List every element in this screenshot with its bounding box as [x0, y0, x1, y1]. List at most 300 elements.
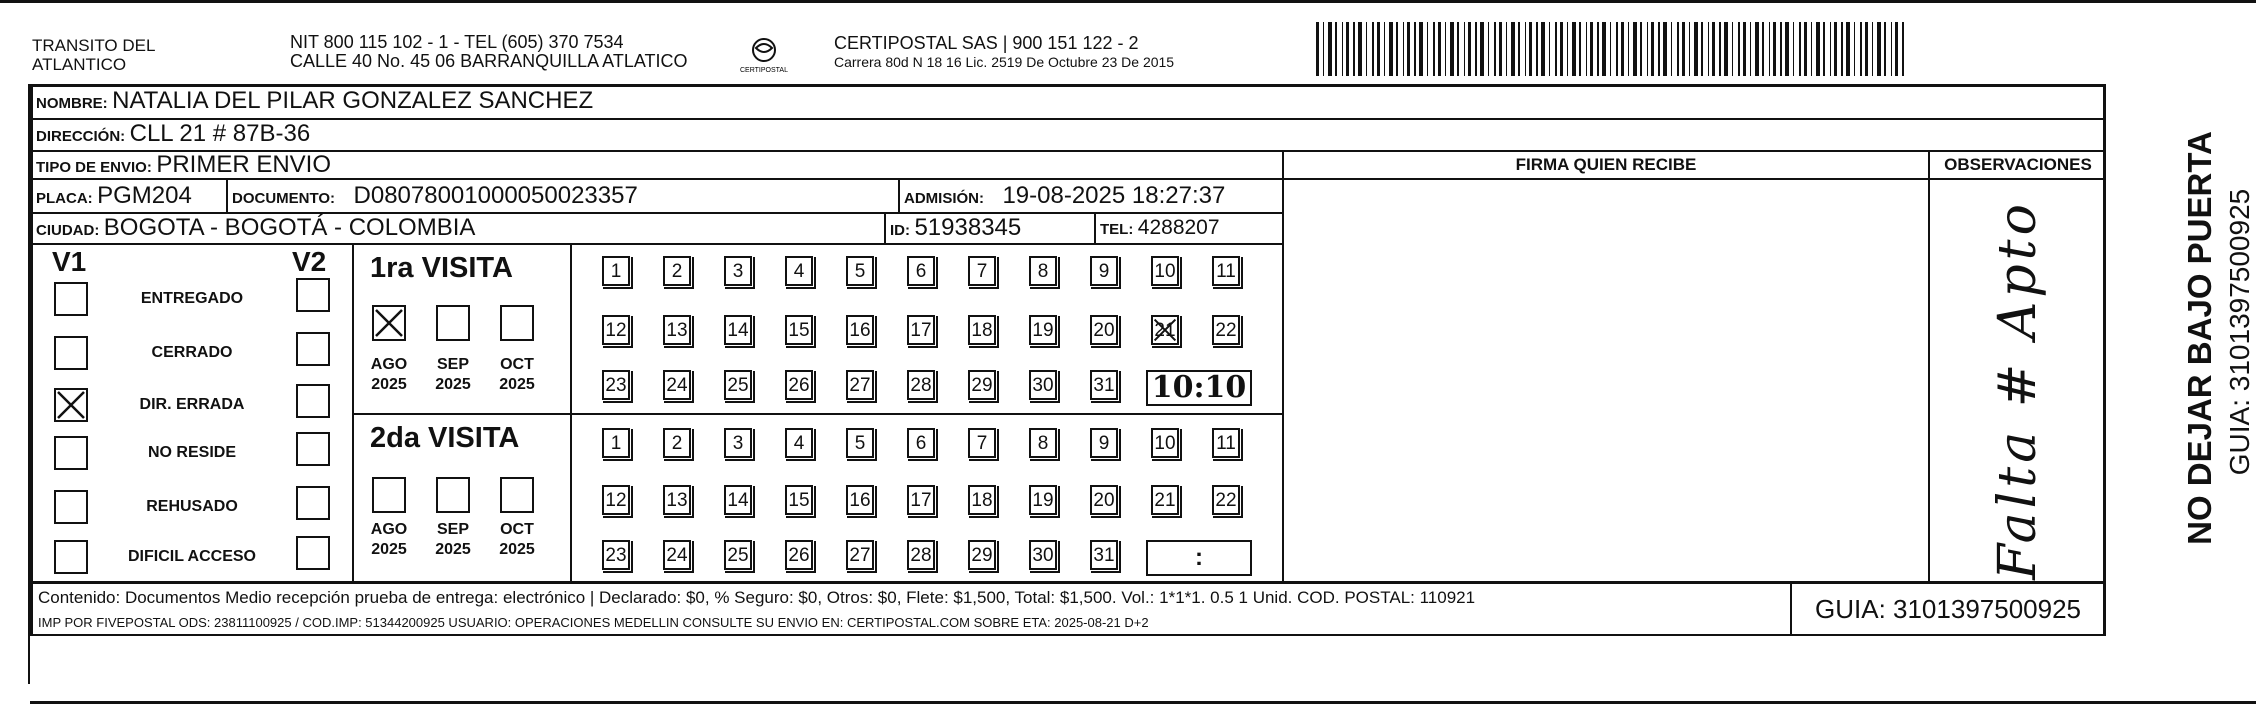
status-label: NO RESIDE — [147, 444, 236, 461]
month-name: SEP — [436, 356, 469, 373]
barcode-bar — [1494, 22, 1496, 76]
day-box[interactable] — [602, 428, 630, 458]
documento-label: DOCUMENTO: — [232, 190, 336, 207]
day-number: 20 — [1093, 490, 1115, 511]
day-box[interactable] — [968, 256, 996, 286]
day-number: 17 — [910, 490, 932, 511]
day-number: 3 — [732, 261, 744, 282]
admision-label: ADMISIÓN: — [904, 190, 984, 207]
day-number: 1 — [610, 433, 622, 454]
barcode-bar — [1372, 22, 1374, 76]
day-box[interactable] — [724, 256, 752, 286]
day-number: 5 — [854, 433, 866, 454]
day-box[interactable] — [602, 370, 630, 400]
day-box[interactable] — [1090, 428, 1118, 458]
barcode-bar — [1549, 22, 1550, 76]
barcode-bar — [1658, 22, 1660, 76]
day-number: 21 — [1154, 320, 1176, 341]
org-line-2: ATLANTICO — [32, 55, 127, 74]
barcode-bar — [1541, 22, 1545, 76]
day-box[interactable] — [846, 428, 874, 458]
barcode-bar — [1846, 22, 1850, 76]
day-box[interactable] — [724, 370, 752, 400]
day-number: 9 — [1098, 433, 1110, 454]
day-box[interactable] — [1151, 256, 1179, 286]
day-box[interactable] — [907, 485, 935, 515]
day-number: 27 — [849, 545, 871, 566]
barcode-bar — [1579, 22, 1581, 76]
admision-field — [904, 181, 1225, 214]
day-number: 14 — [727, 490, 749, 511]
day-box[interactable] — [1029, 540, 1057, 570]
month-checkbox[interactable] — [372, 477, 406, 513]
id-value: 51938345 — [914, 214, 1022, 241]
col-line-status — [352, 243, 354, 581]
day-number: 24 — [666, 545, 688, 566]
day-number: 7 — [976, 433, 988, 454]
tel-label: TEL: — [1100, 221, 1134, 238]
day-box[interactable] — [846, 540, 874, 570]
day-box[interactable] — [785, 256, 813, 286]
day-number: 15 — [788, 320, 810, 341]
barcode-bar — [1389, 22, 1393, 76]
day-number: 5 — [854, 261, 866, 282]
month-year: 2025 — [499, 376, 535, 393]
day-box[interactable] — [663, 370, 691, 400]
v1-checkbox[interactable] — [54, 490, 88, 524]
barcode-bar — [1647, 22, 1648, 76]
month-label — [363, 520, 415, 560]
month-label — [363, 355, 415, 395]
day-number: 2 — [671, 261, 683, 282]
month-name: AGO — [370, 521, 408, 538]
row-line-visits — [352, 413, 1282, 415]
day-box[interactable] — [1151, 485, 1179, 515]
day-box[interactable] — [907, 315, 935, 345]
barcode-bar — [1450, 22, 1454, 76]
day-number: 14 — [727, 320, 749, 341]
nombre-field — [36, 86, 593, 119]
row-line-3b — [30, 178, 2106, 180]
month-label — [427, 355, 479, 395]
day-box[interactable] — [846, 256, 874, 286]
barcode-bar — [1902, 22, 1904, 76]
day-number: 26 — [788, 375, 810, 396]
month-year: 2025 — [435, 541, 471, 558]
certipostal-logo — [732, 36, 796, 76]
day-number: 16 — [849, 320, 871, 341]
day-number: 3 — [732, 433, 744, 454]
day-box[interactable] — [1151, 428, 1179, 458]
direccion-field — [36, 119, 310, 152]
day-number: 23 — [605, 375, 627, 396]
nombre-label: NOMBRE: — [36, 95, 108, 112]
barcode-bar — [1841, 22, 1843, 76]
barcode-bar — [1414, 22, 1416, 76]
first-visit-title: 1ra VISITA — [370, 252, 513, 284]
day-box[interactable] — [1029, 370, 1057, 400]
barcode-bar — [1438, 22, 1441, 76]
month-name: SEP — [436, 521, 469, 538]
barcode-bar — [1738, 22, 1740, 76]
v2-checkbox[interactable] — [296, 536, 330, 570]
day-box[interactable] — [968, 315, 996, 345]
barcode-bar — [1719, 22, 1721, 76]
day-number: 25 — [727, 545, 749, 566]
ciudad-value: BOGOTA - BOGOTÁ - COLOMBIA — [103, 214, 476, 241]
day-number: 19 — [1032, 320, 1054, 341]
day-number: 17 — [910, 320, 932, 341]
barcode-bar — [1724, 22, 1728, 76]
day-number: 10 — [1154, 433, 1176, 454]
footer-left-line — [30, 582, 33, 636]
side-warning: NO DEJAR BAJO PUERTA — [2181, 131, 2218, 545]
barcode-bar — [1316, 22, 1319, 76]
barcode-bar — [1755, 22, 1759, 76]
placa-value: PGM204 — [97, 182, 192, 209]
direccion-label: DIRECCIÓN: — [36, 128, 126, 145]
row-line-2b — [30, 150, 2106, 152]
barcode-bar — [1433, 22, 1435, 76]
address-line: CALLE 40 No. 45 06 BARRANQUILLA ATLATICO — [290, 51, 688, 71]
barcode-bar — [1816, 22, 1820, 76]
day-box[interactable] — [907, 540, 935, 570]
month-label — [427, 520, 479, 560]
day-number: 26 — [788, 545, 810, 566]
month-year: 2025 — [499, 541, 535, 558]
day-box[interactable] — [785, 428, 813, 458]
day-number: 18 — [971, 490, 993, 511]
nombre-value: NATALIA DEL PILAR GONZALEZ SANCHEZ — [112, 87, 594, 114]
day-box[interactable] — [1212, 428, 1240, 458]
day-box[interactable] — [968, 485, 996, 515]
day-box[interactable] — [1090, 315, 1118, 345]
barcode-bar — [1621, 22, 1624, 76]
second-visit-title: 2da VISITA — [370, 422, 520, 454]
barcode-bar — [1677, 22, 1679, 76]
barcode-bar — [1651, 22, 1654, 76]
day-box[interactable] — [724, 315, 752, 345]
row-line-footer — [30, 581, 2106, 583]
firma-header: FIRMA QUIEN RECIBE — [1515, 155, 1697, 174]
day-number: 16 — [849, 490, 871, 511]
barcode-bar — [1872, 22, 1873, 76]
v1-checkbox[interactable] — [54, 540, 88, 574]
day-number: 29 — [971, 545, 993, 566]
day-box[interactable] — [724, 485, 752, 515]
barcode-bar — [1590, 22, 1593, 76]
v1-header: V1 — [52, 246, 87, 277]
barcode-bar — [1633, 22, 1637, 76]
day-box[interactable] — [602, 540, 630, 570]
barcode-bar — [1712, 22, 1715, 76]
day-number: 30 — [1032, 545, 1054, 566]
license-line: Carrera 80d N 18 16 Lic. 2519 De Octubre 23 De 2015 — [834, 54, 1175, 70]
day-number: 27 — [849, 375, 871, 396]
col-line-visit-titles — [570, 243, 572, 581]
day-box[interactable] — [1151, 315, 1179, 345]
day-number: 22 — [1215, 320, 1237, 341]
barcode-bar — [1865, 22, 1868, 76]
month-checkbox[interactable] — [500, 477, 534, 513]
barcode-bar — [1529, 22, 1532, 76]
barcode-bar — [1743, 22, 1746, 76]
barcode-bar — [1511, 22, 1515, 76]
v2-header: V2 — [292, 246, 327, 277]
day-box[interactable] — [663, 315, 691, 345]
day-number: 29 — [971, 375, 993, 396]
day-number: 28 — [910, 375, 932, 396]
day-number: 12 — [605, 320, 627, 341]
month-checkbox[interactable] — [372, 305, 406, 341]
month-name: OCT — [500, 356, 534, 373]
day-number: 31 — [1093, 545, 1115, 566]
footer-line-2: IMP POR FIVEPOSTAL ODS: 23811100925 / COD.IMP: 51344200925 USUARIO: OPERACIONES MEDELLIN CONSULTE SU ENVIO EN: CERTIPOSTAL.COM SOBRE ETA: 2025-08-21 D+2 — [38, 615, 1149, 630]
day-number: 4 — [793, 261, 805, 282]
top-border — [0, 0, 2256, 3]
barcode-bar — [1860, 22, 1862, 76]
day-box[interactable] — [846, 315, 874, 345]
visit-time-box[interactable]: 10:10 — [1146, 370, 1252, 406]
barcode-bar — [1834, 22, 1837, 76]
barcode-bar — [1694, 22, 1698, 76]
day-box[interactable] — [602, 256, 630, 286]
day-box[interactable] — [968, 428, 996, 458]
v2-checkbox[interactable] — [296, 332, 330, 366]
day-box[interactable] — [1029, 256, 1057, 286]
day-box[interactable] — [785, 540, 813, 570]
status-label: ENTREGADO — [140, 290, 244, 307]
day-number: 13 — [666, 490, 688, 511]
documento-field — [232, 181, 638, 214]
barcode-bar — [1342, 22, 1343, 76]
day-box[interactable] — [968, 540, 996, 570]
day-box[interactable] — [724, 428, 752, 458]
barcode-bar — [1328, 22, 1332, 76]
company-block — [834, 33, 1174, 71]
v1-checkbox[interactable] — [54, 388, 88, 422]
day-box[interactable] — [785, 485, 813, 515]
day-number: 20 — [1093, 320, 1115, 341]
day-number: 13 — [666, 320, 688, 341]
barcode-bar — [1616, 22, 1618, 76]
barcode — [1316, 22, 1910, 76]
day-box[interactable] — [846, 485, 874, 515]
visit-time-box[interactable]: : — [1146, 540, 1252, 576]
org-line-1: TRANSITO DEL — [32, 36, 156, 55]
footer-bottom-line — [30, 634, 2106, 636]
barcode-bar — [1536, 22, 1538, 76]
barcode-bar — [1572, 22, 1576, 76]
barcode-bar — [1384, 22, 1385, 76]
barcode-bar — [1403, 22, 1404, 76]
col-line-placa — [226, 178, 228, 213]
tel-value: 4288207 — [1137, 216, 1220, 239]
day-number: 24 — [666, 375, 688, 396]
org-contact — [290, 33, 688, 71]
day-box[interactable] — [1212, 256, 1240, 286]
day-box[interactable] — [785, 370, 813, 400]
month-label — [491, 520, 543, 560]
tel-field — [1100, 213, 1220, 245]
barcode-bar — [1518, 22, 1520, 76]
v1-checkbox[interactable] — [54, 282, 88, 316]
day-number: 21 — [1154, 490, 1176, 511]
month-name: AGO — [370, 356, 408, 373]
barcode-bar — [1475, 22, 1477, 76]
barcode-bar — [1682, 22, 1685, 76]
barcode-bar — [1769, 22, 1770, 76]
barcode-bar — [1407, 22, 1410, 76]
barcode-bar — [1427, 22, 1428, 76]
barcode-bar — [1823, 22, 1825, 76]
day-box[interactable] — [1212, 485, 1240, 515]
barcode-bar — [1708, 22, 1709, 76]
barcode-bar — [1358, 22, 1362, 76]
day-number: 19 — [1032, 490, 1054, 511]
footer-line-1: Contenido: Documentos Medio recepción prueba de entrega: electrónico | Declarado: $0, % Seguro: $0, Otros: $0, Flete: $1,500, Total: $1,500. Vol.: 1*1*1. 0.5 1 Unid. COD. POSTAL: 110921 — [38, 588, 1476, 607]
day-number: 12 — [605, 490, 627, 511]
day-box[interactable] — [1090, 370, 1118, 400]
handwritten-note: Falta # Apto — [1988, 200, 2048, 580]
footer-guia: GUIA: 3101397500925 — [1815, 594, 2081, 624]
day-box[interactable] — [846, 370, 874, 400]
barcode-bar — [1488, 22, 1489, 76]
day-box[interactable] — [1090, 485, 1118, 515]
day-number: 2 — [671, 433, 683, 454]
placa-field — [36, 181, 192, 214]
day-box[interactable] — [1029, 485, 1057, 515]
barcode-bar — [1377, 22, 1380, 76]
col-line-firma — [1282, 150, 1284, 582]
day-number: 8 — [1037, 433, 1049, 454]
barcode-bar — [1602, 22, 1606, 76]
day-number: 11 — [1216, 261, 1236, 282]
day-box[interactable] — [968, 370, 996, 400]
barcode-bar — [1773, 22, 1776, 76]
month-label — [491, 355, 543, 395]
documento-value: D08078001000050023357 — [353, 182, 638, 209]
barcode-bar — [1468, 22, 1471, 76]
barcode-bar — [1799, 22, 1801, 76]
barcode-bar — [1830, 22, 1831, 76]
day-box[interactable] — [1212, 315, 1240, 345]
month-year: 2025 — [371, 376, 407, 393]
v2-checkbox[interactable] — [296, 432, 330, 466]
barcode-bar — [1353, 22, 1355, 76]
day-number: 9 — [1098, 261, 1110, 282]
day-box[interactable] — [1090, 256, 1118, 286]
barcode-bar — [1610, 22, 1611, 76]
tipo-label: TIPO DE ENVIO: — [36, 159, 152, 176]
day-box[interactable] — [663, 485, 691, 515]
barcode-bar — [1628, 22, 1629, 76]
month-checkbox[interactable] — [500, 305, 534, 341]
barcode-bar — [1323, 22, 1324, 76]
tipo-field — [36, 150, 331, 183]
side-text — [2108, 84, 2256, 584]
v2-checkbox[interactable] — [296, 278, 330, 312]
day-box[interactable] — [602, 485, 630, 515]
status-label: CERRADO — [151, 344, 233, 361]
month-checkbox[interactable] — [436, 477, 470, 513]
day-box[interactable] — [663, 256, 691, 286]
barcode-bar — [1499, 22, 1502, 76]
day-box[interactable] — [907, 370, 935, 400]
day-number: 7 — [976, 261, 988, 282]
barcode-bar — [1555, 22, 1557, 76]
day-number: 15 — [788, 490, 810, 511]
barcode-bar — [1762, 22, 1764, 76]
day-box[interactable] — [1029, 428, 1057, 458]
day-box[interactable] — [1090, 540, 1118, 570]
barcode-bar — [1891, 22, 1892, 76]
day-number: 10 — [1154, 261, 1176, 282]
day-check-mark — [1153, 317, 1177, 343]
observaciones-header: OBSERVACIONES — [1944, 155, 2092, 174]
barcode-bar — [1567, 22, 1568, 76]
barcode-bar — [1750, 22, 1751, 76]
day-box[interactable] — [907, 428, 935, 458]
status-label: DIR. ERRADA — [139, 396, 245, 413]
v2-checkbox[interactable] — [296, 486, 330, 520]
day-number: 30 — [1032, 375, 1054, 396]
placa-label: PLACA: — [36, 190, 93, 207]
day-box[interactable] — [663, 540, 691, 570]
day-number: 4 — [793, 433, 805, 454]
barcode-bar — [1793, 22, 1794, 76]
admision-value: 19-08-2025 18:27:37 — [1002, 182, 1226, 209]
barcode-bar — [1701, 22, 1703, 76]
day-box[interactable] — [907, 256, 935, 286]
ciudad-field — [36, 213, 475, 246]
id-field — [890, 213, 1021, 246]
barcode-bar — [1419, 22, 1423, 76]
barcode-bar — [1895, 22, 1898, 76]
barcode-bar — [1335, 22, 1337, 76]
month-name: OCT — [500, 521, 534, 538]
v2-checkbox[interactable] — [296, 384, 330, 418]
day-box[interactable] — [602, 315, 630, 345]
day-box[interactable] — [785, 315, 813, 345]
nit-line: NIT 800 115 102 - 1 - TEL (605) 370 7534 — [290, 32, 624, 52]
barcode-bar — [1663, 22, 1667, 76]
barcode-bar — [1586, 22, 1587, 76]
day-number: 1 — [610, 261, 622, 282]
tipo-value: PRIMER ENVIO — [156, 151, 332, 178]
col-line-id — [884, 212, 886, 244]
barcode-bar — [1597, 22, 1599, 76]
day-number: 18 — [971, 320, 993, 341]
barcode-bar — [1480, 22, 1484, 76]
day-box[interactable] — [663, 428, 691, 458]
barcode-bar — [1640, 22, 1642, 76]
barcode-bar — [1785, 22, 1789, 76]
day-number: 28 — [910, 545, 932, 566]
v1-checkbox[interactable] — [54, 436, 88, 470]
day-number: 31 — [1093, 375, 1115, 396]
barcode-bar — [1732, 22, 1733, 76]
barcode-bar — [1877, 22, 1881, 76]
day-box[interactable] — [724, 540, 752, 570]
month-year: 2025 — [435, 376, 471, 393]
month-checkbox[interactable] — [436, 305, 470, 341]
org-name — [32, 36, 155, 74]
barcode-bar — [1396, 22, 1398, 76]
status-label: DIFICIL ACCESO — [127, 548, 256, 565]
day-box[interactable] — [1029, 315, 1057, 345]
v1-checkbox[interactable] — [54, 336, 88, 370]
